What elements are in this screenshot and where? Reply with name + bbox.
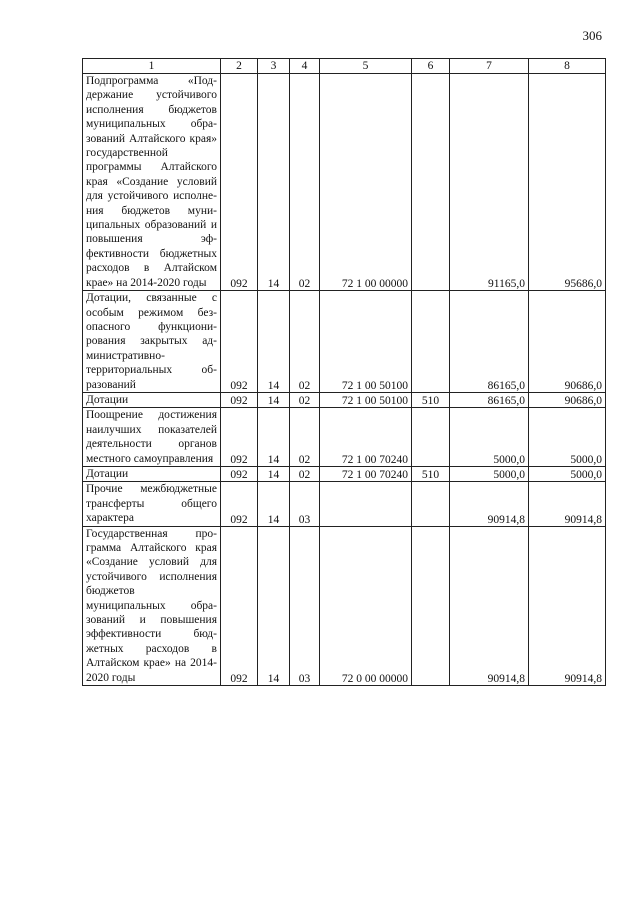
row-name-cell: Поощрение достижения наилучших показателей деятельности органов местного самоуправления — [83, 408, 221, 467]
section-code-cell: 14 — [258, 408, 290, 467]
ministry-code-cell: 092 — [221, 466, 258, 481]
row-name-cell: Государственная программа Алтайского края «Создание условий для устойчивого исполнения бюджетов муниципальных образований и повышения эффективности бюджетных расходов в Алтайском крае» на 2014-2020 годы — [83, 526, 221, 685]
table-row — [83, 408, 606, 467]
section-code-cell: 14 — [258, 74, 290, 291]
expense-type-cell: 510 — [412, 392, 450, 407]
header-cell: 2 — [221, 59, 258, 74]
table-row — [83, 526, 606, 685]
subsection-code-cell: 02 — [290, 408, 320, 467]
target-article-cell: 72 1 00 50100 — [320, 291, 412, 393]
amount-year1-cell: 86165,0 — [450, 392, 529, 407]
target-article-cell: 72 0 00 00000 — [320, 526, 412, 685]
header-cell: 6 — [412, 59, 450, 74]
expense-type-cell: 510 — [412, 466, 450, 481]
ministry-code-cell: 092 — [221, 482, 258, 526]
amount-year1-cell: 91165,0 — [450, 74, 529, 291]
amount-year1-cell: 5000,0 — [450, 466, 529, 481]
subsection-code-cell: 03 — [290, 482, 320, 526]
section-code-cell: 14 — [258, 526, 290, 685]
target-article-cell: 72 1 00 50100 — [320, 392, 412, 407]
row-name-cell: Прочие межбюджетные трансферты общего характера — [83, 482, 221, 526]
table-row — [83, 74, 606, 291]
subsection-code-cell: 02 — [290, 466, 320, 481]
section-code-cell: 14 — [258, 291, 290, 393]
amount-year2-cell: 90914,8 — [529, 482, 606, 526]
amount-year1-cell: 5000,0 — [450, 408, 529, 467]
amount-year2-cell: 90914,8 — [529, 526, 606, 685]
expense-type-cell — [412, 526, 450, 685]
header-cell: 8 — [529, 59, 606, 74]
row-name-cell: Дотации — [83, 392, 221, 407]
amount-year2-cell: 90686,0 — [529, 291, 606, 393]
table-row — [83, 482, 606, 526]
ministry-code-cell: 092 — [221, 291, 258, 393]
target-article-cell: 72 1 00 70240 — [320, 466, 412, 481]
table-row — [83, 392, 606, 407]
target-article-cell: 72 1 00 70240 — [320, 408, 412, 467]
target-article-cell — [320, 482, 412, 526]
subsection-code-cell: 02 — [290, 291, 320, 393]
amount-year2-cell: 5000,0 — [529, 466, 606, 481]
expense-type-cell — [412, 482, 450, 526]
table-row — [83, 291, 606, 393]
amount-year1-cell: 90914,8 — [450, 482, 529, 526]
subsection-code-cell: 03 — [290, 526, 320, 685]
expense-type-cell — [412, 74, 450, 291]
subsection-code-cell: 02 — [290, 74, 320, 291]
page-number: 306 — [582, 28, 602, 43]
section-code-cell: 14 — [258, 392, 290, 407]
table-row — [83, 466, 606, 481]
header-cell: 4 — [290, 59, 320, 74]
ministry-code-cell: 092 — [221, 392, 258, 407]
amount-year2-cell: 90686,0 — [529, 392, 606, 407]
header-cell: 1 — [83, 59, 221, 74]
amount-year2-cell: 95686,0 — [529, 74, 606, 291]
expense-type-cell — [412, 291, 450, 393]
header-row — [83, 59, 606, 74]
header-cell: 3 — [258, 59, 290, 74]
amount-year1-cell: 90914,8 — [450, 526, 529, 685]
header-cell: 7 — [450, 59, 529, 74]
amount-year2-cell: 5000,0 — [529, 408, 606, 467]
ministry-code-cell: 092 — [221, 526, 258, 685]
amount-year1-cell: 86165,0 — [450, 291, 529, 393]
subsection-code-cell: 02 — [290, 392, 320, 407]
ministry-code-cell: 092 — [221, 74, 258, 291]
section-code-cell: 14 — [258, 466, 290, 481]
section-code-cell: 14 — [258, 482, 290, 526]
row-name-cell: Подпрограмма «Поддержание устойчивого исполнения бюджетов муниципальных образований Алтайского края» государственной программы Алтайского края «Создание условий для устойчивого исполнения бюджетов муниципальных образований и повышения эффективности бюджетных расходов в Алтайском крае» на 2014-2020 годы — [83, 74, 221, 291]
header-cell: 5 — [320, 59, 412, 74]
expense-type-cell — [412, 408, 450, 467]
row-name-cell: Дотации — [83, 466, 221, 481]
row-name-cell: Дотации, связанные с особым режимом безопасного функционирования закрытых административно-территориальных образований — [83, 291, 221, 393]
target-article-cell: 72 1 00 00000 — [320, 74, 412, 291]
ministry-code-cell: 092 — [221, 408, 258, 467]
budget-table — [82, 58, 606, 686]
